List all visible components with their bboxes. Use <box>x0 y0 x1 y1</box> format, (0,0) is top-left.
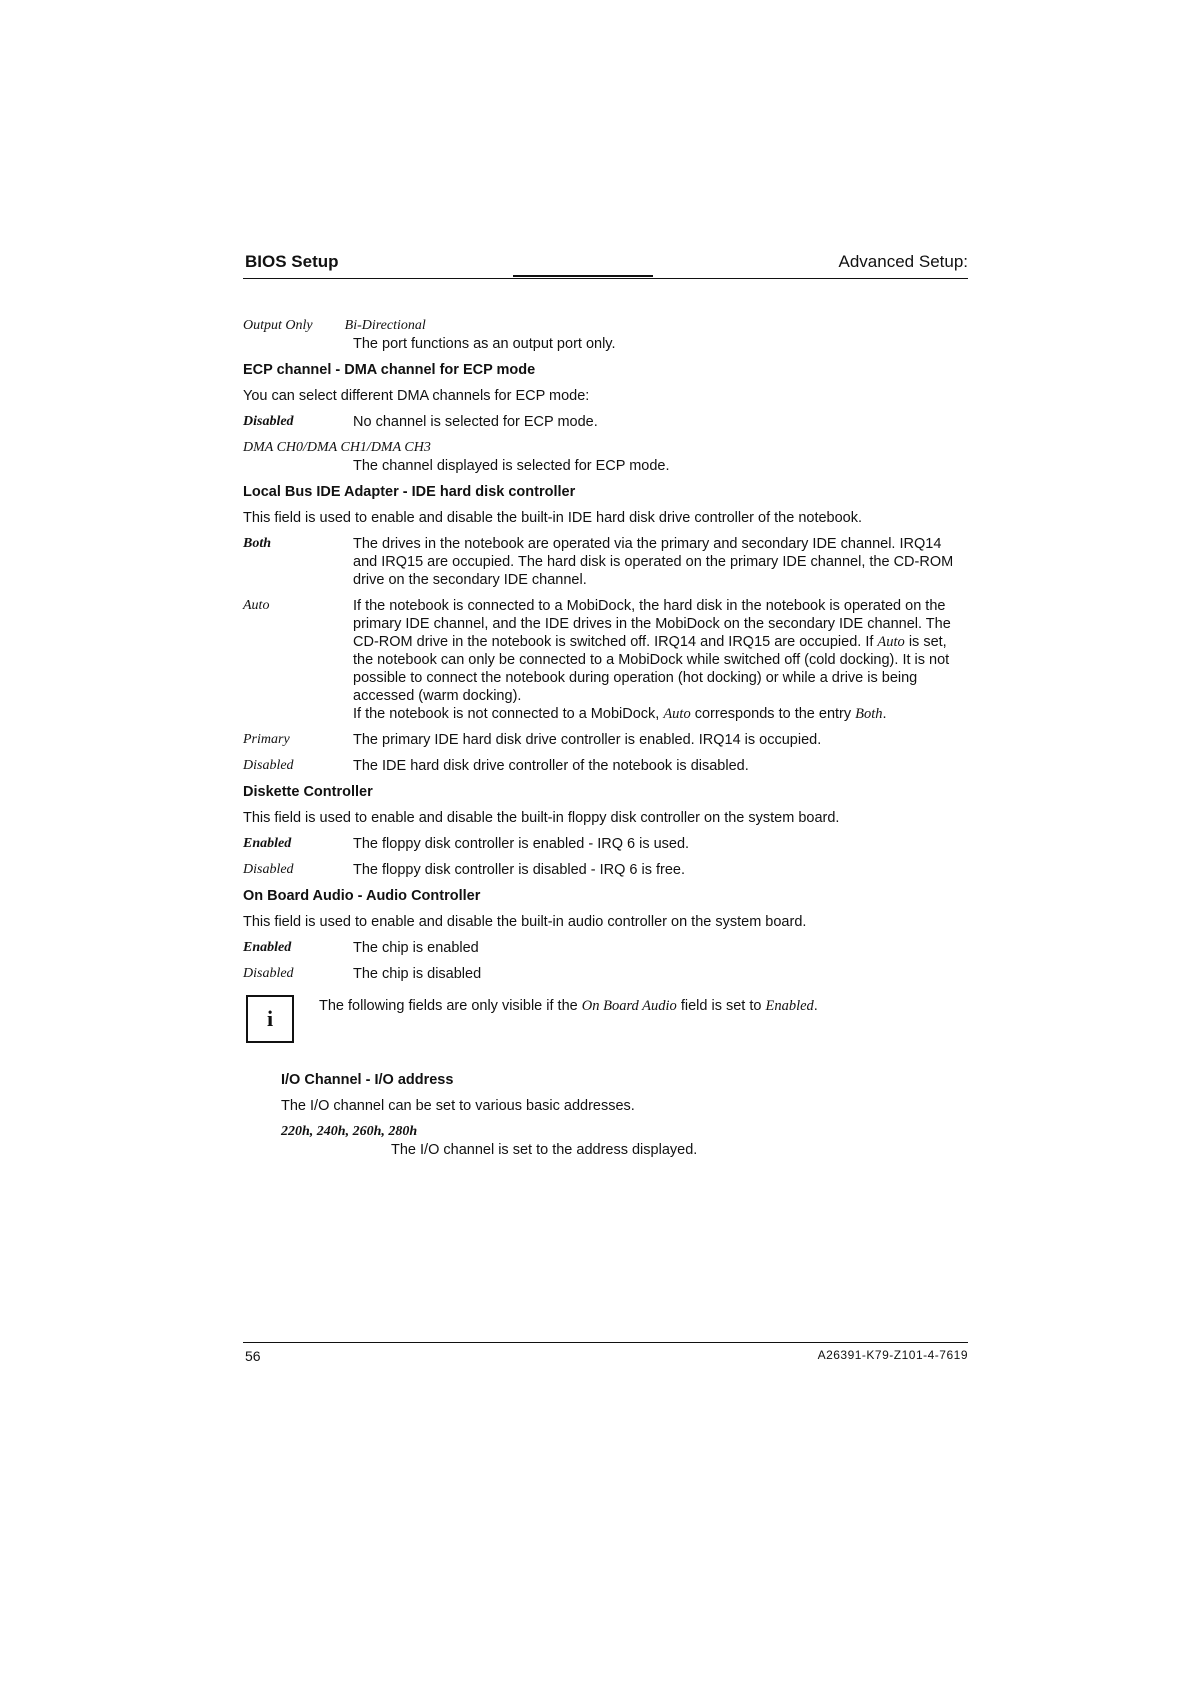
option-desc: The channel displayed is selected for ECP mode. <box>353 458 670 474</box>
page-content <box>243 316 968 1167</box>
page-footer <box>243 1342 968 1364</box>
ide-option-disabled <box>243 757 968 775</box>
section-heading-ecp: ECP channel - DMA channel for ECP mode <box>243 362 536 378</box>
option-desc: The floppy disk controller is disabled - IRQ 6 is free. <box>353 862 686 878</box>
option-term: Primary <box>243 732 290 747</box>
header-decor-stroke <box>513 275 653 277</box>
io-option-addresses <box>281 1123 968 1159</box>
page-header <box>243 248 968 279</box>
ide-option-both <box>243 535 968 589</box>
option-desc: The chip is disabled <box>353 966 482 982</box>
section-intro-audio: This field is used to enable and disable the built-in audio controller on the system board. <box>243 914 807 930</box>
info-icon: i <box>246 995 294 1043</box>
option-desc: The primary IDE hard disk drive controller is enabled. IRQ14 is occupied. <box>353 732 822 748</box>
option-term: Disabled <box>243 966 294 981</box>
section-intro-diskette: This field is used to enable and disable the built-in floppy disk controller on the system board. <box>243 810 840 826</box>
section-heading-diskette: Diskette Controller <box>243 784 373 800</box>
ecp-option-dma <box>243 439 968 475</box>
page-number: 56 <box>245 1348 261 1364</box>
document-code: A26391-K79-Z101-4-7619 <box>817 1348 968 1362</box>
option-desc: The IDE hard disk drive controller of the notebook is disabled. <box>353 758 749 774</box>
info-note-text: The following fields are only visible if the On Board Audio field is set to Enabled. <box>319 998 818 1014</box>
option-term: Output Only <box>243 318 313 333</box>
option-desc: The floppy disk controller is enabled - IRQ 6 is used. <box>353 836 690 852</box>
option-desc: The chip is enabled <box>353 940 479 956</box>
header-title: BIOS Setup <box>245 252 339 271</box>
option-desc: The drives in the notebook are operated via the primary and secondary IDE channel. IRQ14 and IRQ15 are occupied. The hard disk is operated on the primary IDE channel, the CD-ROM drive on the secondary IDE channel. <box>353 536 954 588</box>
option-desc: No channel is selected for ECP mode. <box>353 414 598 430</box>
ecp-option-disabled <box>243 413 968 431</box>
option-term: Auto <box>243 598 270 613</box>
option-term: Enabled <box>243 836 292 851</box>
section-intro-io: The I/O channel can be set to various basic addresses. <box>281 1098 635 1114</box>
ide-option-primary <box>243 731 968 749</box>
option-term: Enabled <box>243 940 292 955</box>
option-term: DMA CH0/DMA CH1/DMA CH3 <box>243 440 431 455</box>
option-term: Disabled <box>243 414 294 429</box>
info-note <box>243 995 968 1065</box>
section-intro-ecp: You can select different DMA channels for ECP mode: <box>243 388 590 404</box>
audio-option-disabled <box>243 965 968 983</box>
option-term: Both <box>243 536 272 551</box>
diskette-option-enabled <box>243 835 968 853</box>
option-term: Disabled <box>243 862 294 877</box>
option-term: Disabled <box>243 758 294 773</box>
diskette-option-disabled <box>243 861 968 879</box>
section-heading-audio: On Board Audio - Audio Controller <box>243 888 481 904</box>
header-section: Advanced Setup: <box>838 252 968 271</box>
section-heading-io: I/O Channel - I/O address <box>281 1072 454 1088</box>
option-term: 220h, 240h, 260h, 280h <box>281 1124 418 1139</box>
audio-option-enabled <box>243 939 968 957</box>
option-desc: The I/O channel is set to the address displayed. <box>391 1142 698 1158</box>
section-heading-ide: Local Bus IDE Adapter - IDE hard disk controller <box>243 484 576 500</box>
option-desc: If the notebook is connected to a MobiDock, the hard disk in the notebook is operated on the primary IDE channel, and the IDE drives in the MobiDock on the secondary IDE channel. The CD-ROM drive in the notebook is switched off. IRQ14 and IRQ15 are occupied. If Auto is set, the notebook can only be connected to a MobiDock while switched off (cold docking). It is not possible to connect the notebook during operation (hot docking) or while a drive is being accessed (warm docking). If the notebook is not connected to a MobiDock, Auto corresponds to the entry Both. <box>353 598 951 722</box>
option-term-bidirectional: Bi-Directional <box>344 318 426 333</box>
ide-option-auto <box>243 597 968 723</box>
option-output-only <box>243 316 968 353</box>
io-section <box>281 1071 968 1159</box>
option-desc: The port functions as an output port only. <box>353 336 616 352</box>
section-intro-ide: This field is used to enable and disable the built-in IDE hard disk drive controller of the notebook. <box>243 510 863 526</box>
